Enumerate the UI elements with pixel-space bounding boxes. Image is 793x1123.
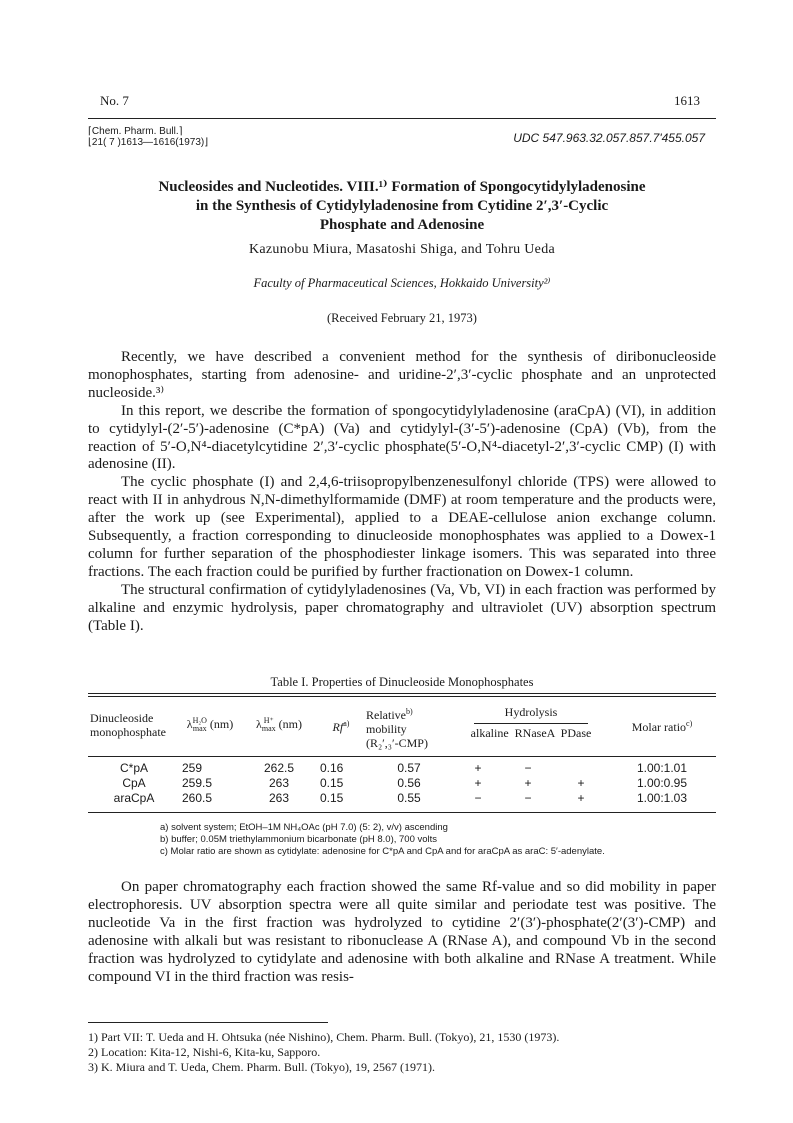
paragraph: The structural confirmation of cytidylyladenosines (Va, Vb, VI) in each fraction was performed by alkaline and enzymic hydrolysis, paper chromatography and ultraviolet (UV) absorption spectrum (Table I). — [88, 581, 716, 634]
table-note: b) buffer; 0.05M triethylammonium bicarbonate (pH 8.0), 700 volts — [160, 834, 438, 845]
footnote: 3) K. Miura and T. Ueda, Chem. Pharm. Bull. (Tokyo), 19, 2567 (1971). — [88, 1060, 435, 1074]
body-section-2 — [88, 879, 716, 986]
journal-volume: ⌊21( 7 )1613—1616(1973)⌋ — [88, 137, 209, 148]
table-row: C*pA 259 262.5 0.16 0.57 + − 1.00:1.01 — [119, 761, 688, 775]
paragraph: The cyclic phosphate (I) and 2,4,6-triisopropylbenzenesulfonyl chloride (TPS) were allowed to react with II in anhydrous N,N-dimethylformamide (DMF) at room temperature and the products were, after the work up (see Experimental), applied to a DEAE-cellulose anion exchange column. Subsequently, a fraction corresponding to dinucleoside monophosphates was applied to a Dowex-1 column for further separation of the phosphodiester linkage isomers. This was separated into three fractions. The each fraction could be purified by further fractionation on Dowex-1 column. — [88, 474, 716, 580]
table-header-row: Dinucleoside monophosphate λ H₂O max (nm) λ H⁺ max (nm) Rf$^{a)}$ Relative$^{b)}$ mobility (R₂′,₃′-CMP) Hydrolysis alkaline RNaseA PDase Molar ratio$^{c)}$ — [90, 705, 693, 750]
table-bottom-rule — [88, 812, 716, 813]
footnotes — [88, 1030, 716, 1075]
table-notes — [160, 822, 720, 858]
issue-number: No. 7 — [100, 93, 129, 108]
table-caption: Table I. Properties of Dinucleoside Monophosphates — [270, 675, 534, 689]
body-section-1 — [88, 349, 716, 636]
paragraph: In this report, we describe the formation of spongocytidylyladenosine (araCpA) (VI), in addition to cytidylyl-(2′-5′)-adenosine (C*pA) (Va) and cytidylyl-(3′-5′)-adenosine (CpA) (Vb), from the reaction of 5′-O,N⁴-diacetylcytidine 2′,3′-cyclic phosphate(5′-O,N⁴-diacetyl-2′,3′-cyclic CMP) (I) with adenosine (II). — [88, 402, 716, 473]
journal-name: ⌈Chem. Pharm. Bull.⌉ — [88, 126, 183, 137]
affiliation: Faculty of Pharmaceutical Sciences, Hokkaido University²⁾ — [253, 276, 551, 290]
page-number: 1613 — [674, 93, 700, 108]
table-header-rule — [88, 756, 716, 757]
properties-table — [88, 693, 716, 813]
authors: Kazunobu Miura, Masatoshi Shiga, and Tohru Ueda — [248, 242, 556, 257]
footnote: 2) Location: Kita-12, Nishi-6, Kita-ku, Sapporo. — [88, 1045, 321, 1059]
received-date: (Received February 21, 1973) — [327, 311, 477, 325]
table-row: CpA 259.5 263 0.15 0.56 + + + 1.00:0.95 — [122, 776, 688, 790]
footnote-rule — [88, 1022, 328, 1023]
header-rule — [88, 118, 716, 119]
paragraph: Recently, we have described a convenient method for the synthesis of diribonucleoside monophosphates, starting from adenosine- and uridine-2′,3′-cyclic phosphate and an unprotected nucleoside.³⁾ — [88, 349, 716, 401]
paragraph: On paper chromatography each fraction showed the same Rf-value and so did mobility in paper electrophoresis. UV absorption spectra were all quite similar and periodate test was positive. The nucleotide Va in the first fraction was hydrolyzed to cytidine 2′(3′)-phosphate(2′(3′)-CMP) and adenosine with alkali but was resistant to ribonuclease A (RNase A), and compound Vb in the second fraction was hydrolyzed to cytidylate and adenosine with both alkaline and RNase A treatment. While compound VI in the third fraction was resis- — [88, 879, 716, 985]
table-note: c) Molar ratio are shown as cytidylate: adenosine for C*pA and CpA and for araCpA as araC: 5′-adenylate. — [160, 846, 605, 857]
journal-reference — [88, 126, 208, 148]
table-row: araCpA 260.5 263 0.15 0.55 − − + 1.00:1.03 — [113, 791, 688, 805]
udc-code: UDC 547.963.32.057.857.7'455.057 — [513, 131, 705, 145]
table-note: a) solvent system; EtOH–1M NH₄OAc (pH 7.0) (5: 2), v/v) ascending — [160, 822, 448, 833]
article-title: Nucleosides and Nucleotides. VIII.¹⁾ Formation of Spongocytidylyladenosine in the Synthesis of Cytidylyladenosine from Cytidine 2′,3′-Cyclic Phosphate and Adenosine — [158, 179, 646, 233]
footnote: 1) Part VII: T. Ueda and H. Ohtsuka (née Nishino), Chem. Pharm. Bull. (Tokyo), 21, 1530 (1973). — [88, 1030, 560, 1044]
